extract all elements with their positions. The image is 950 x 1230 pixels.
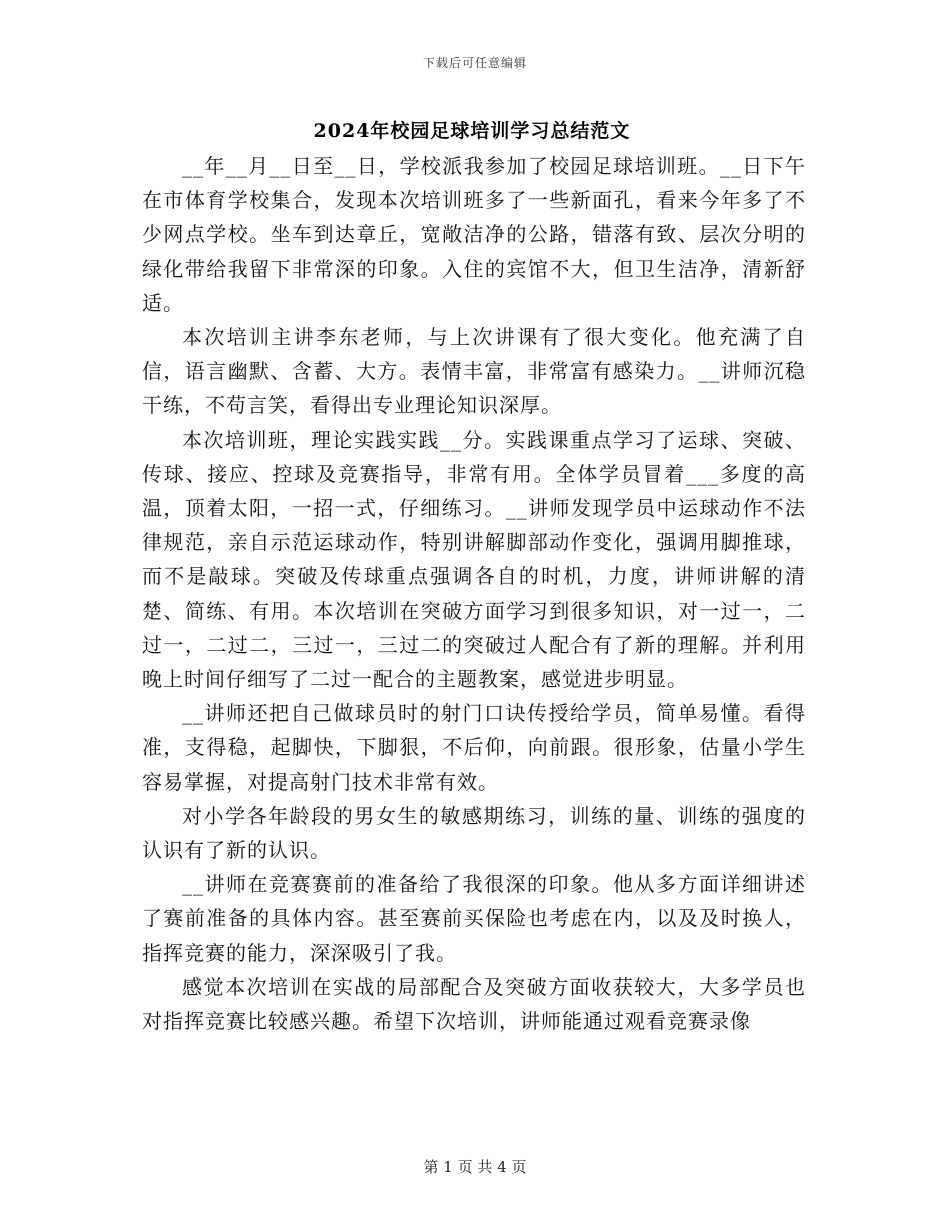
header-note: 下载后可任意编辑	[422, 56, 527, 70]
paragraph-2: 本次培训主讲李东老师，与上次讲课有了很大变化。他充满了自信，语言幽默、含蓄、大方。表情丰富，非常富有感染力。__讲师沉稳干练，不苟言笑，看得出专业理论知识深厚。	[142, 325, 806, 418]
paragraph-4: __讲师还把自己做球员时的射门口诀传授给学员，简单易懂。看得准，支得稳，起脚快，下脚狠，不后仰，向前跟。很形象，估量小学生容易掌握，对提高射门技术非常有效。	[142, 701, 806, 794]
paragraph-6: __讲师在竞赛赛前的准备给了我很深的印象。他从多方面详细讲述了赛前准备的具体内容。甚至赛前买保险也考虑在内，以及及时换人，指挥竞赛的能力，深深吸引了我。	[142, 872, 806, 965]
paragraph-3: 本次培训班，理论实践实践__分。实践课重点学习了运球、突破、传球、接应、控球及竞赛指导，非常有用。全体学员冒着___多度的高温，顶着太阳，一招一式，仔细练习。__讲师发现学员中运球动作不法律规范，亲自示范运球动作，特别讲解脚部动作变化，强调用脚推球，而不是敲球。突破及传球重点强调各自的时机，力度，讲师讲解的清楚、简练、有用。本次培训在突破方面学习到很多知识，对一过一，二过一，二过二，三过一，三过二的突破过人配合有了新的理解。并利用晚上时间仔细写了二过一配合的主题教案，感觉进步明显。	[142, 427, 806, 692]
paragraph-1: __年__月__日至__日，学校派我参加了校园足球培训班。__日下午在市体育学校集合，发现本次培训班多了一些新面孔，看来今年多了不少网点学校。坐车到达章丘，宽敞洁净的公路，错落有致、层次分明的绿化带给我留下非常深的印象。入住的宾馆不大，但卫生洁净，清新舒适。	[142, 154, 806, 315]
page-number: 第 1 页 共 4 页	[423, 1158, 527, 1176]
paragraph-5: 对小学各年龄段的男女生的敏感期练习，训练的量、训练的强度的认识有了新的认识。	[142, 803, 806, 863]
document-body	[142, 149, 806, 1038]
document-title: 2024年校园足球培训学习总结范文	[313, 120, 631, 142]
paragraph-7: 感觉本次培训在实战的局部配合及突破方面收获较大，大多学员也对指挥竞赛比较感兴趣。希望下次培训，讲师能通过观看竞赛录像	[142, 974, 806, 1034]
